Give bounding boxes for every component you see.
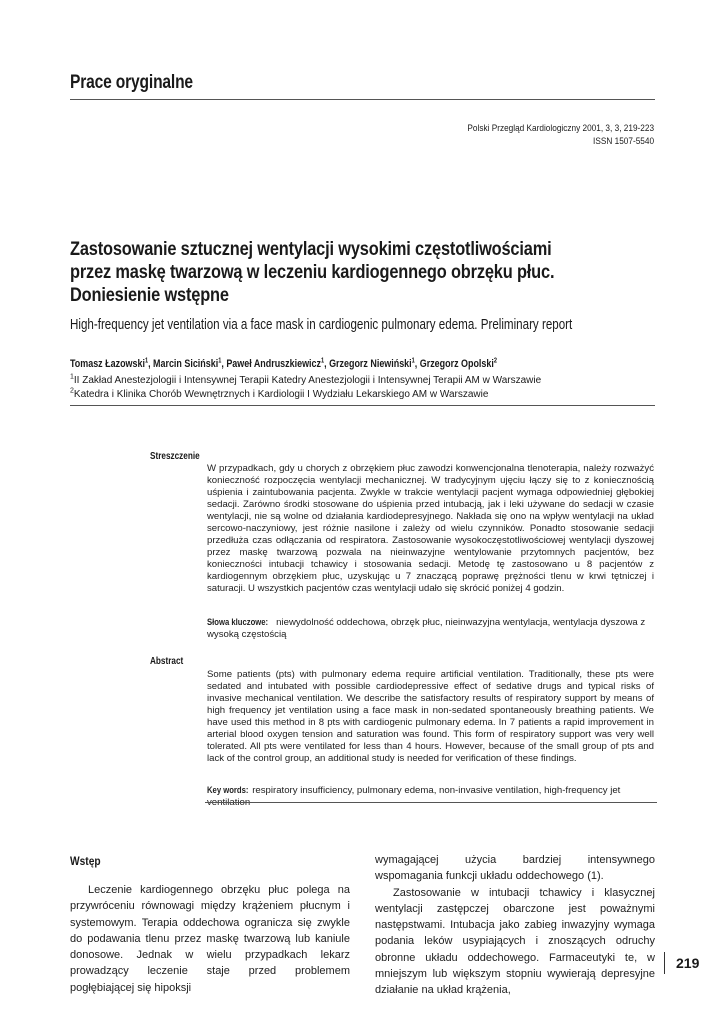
- affiliation-text: II Zakład Anestezjologii i Intensywnej Terapii Katedry Anestezjologii i Intensywnej Terapii AM w Warszawie: [73, 375, 542, 386]
- page-number: 219: [676, 955, 700, 971]
- abstract-keywords: [207, 784, 654, 809]
- affiliation-mark: 1: [70, 373, 74, 381]
- author-name: Tomasz Łazowski: [70, 358, 145, 370]
- affiliation-text: Katedra i Klinika Chorób Wewnętrznych i Kardiologii I Wydziału Lekarskiego AM w Warszawie: [73, 389, 489, 400]
- article-title-polish: [70, 238, 658, 307]
- abstract-text: Some patients (pts) with pulmonary edema require artificial ventilation. Traditionally, these pts were sedated and intubated with possible cardiodepressive effect of sedative drugs and typical risks of invasive mechanical ventilation. We describe the satisfactory results of respiratory support by means of high frequency jet ventilation using a face mask in non-sedated spontaneously breathing patients. We have used this method in 8 pts with cardiogenic pulmonary edema. In 7 patients a rapid improvement in arterial blood oxygen tension and saturation was found. This form of respiratory support was very well tolerated. All pts were ventilated for less than 4 hours. However, because of the small group of pts and lack of the control group, an additional study is needed for verification of these findings.: [207, 669, 654, 765]
- abstract-rule: [205, 802, 657, 803]
- title-line: przez maskę twarzową w leczeniu kardiogennego obrzęku płuc.: [70, 261, 555, 283]
- journal-issn: ISSN 1507-5540: [592, 136, 654, 147]
- affiliation-1: [70, 374, 670, 387]
- author-name: Marcin Siciński: [153, 358, 219, 370]
- body-paragraph: wymagającej użycia bardziej intensywnego wspomagania funkcji układu oddechowego (1).: [375, 854, 655, 883]
- body-column-right: [375, 852, 655, 999]
- author-affiliation-mark: 1: [411, 357, 415, 365]
- keywords-label: Key words:: [207, 784, 249, 795]
- author-affiliation-mark: 1: [320, 357, 325, 365]
- affiliation-2: [70, 388, 670, 401]
- streszczenie-text: W przypadkach, gdy u chorych z obrzękiem płuc zawodzi konwencjonalna tlenoterapia, należy rozważyć konieczność rozpoczęcia wentylacji mechanicznej. W tradycyjnym ujęciu łączy się to z koniecznością uśpienia i zaintubowania pacjenta. Zwykle w trakcie wentylacji pacjent wymaga odpowiedniej głębokiej sedacji. Zarówno środki stosowane do uśpienia przed intubacją, jak i leki używane do sedacji w czasie wentylacji, nie są wolne od działania kardiodepresyjnego. Nakłada się ono na wpływ wentylacji na układ sercowo-naczyniowy, jest różnie nasilone i zależy od wielu czynników. Ponadto stosowanie sedacji przedłuża czas odłączania od respiratora. Zastosowanie wysokoczęstotliwościowej wentylacji dyszowej przez maskę twarzową pozwala na nieinwazyjne wentylowanie przytomnych pacjentów, bez konieczności intubacji tchawicy i stosowania sedacji. Metodę tę zastosowano u 8 pacjentów z kardiogennym obrzękiem płuc, uzyskując u 7 znaczącą poprawę prężności tlenu w krwi tętniczej i saturacji. U wszystkich pacjentów czas wentylacji udało się skrócić poniżej 4 godzin.: [207, 463, 654, 595]
- body-paragraph: Leczenie kardiogennego obrzęku płuc polega na przywróceniu równowagi między krążeniem płucnym i systemowym. Terapia oddechowa ogranicza się zwykle do podawania tlenu przez maskę twarzową lub kaniule donosowe. Jednak w wielu przypadkach lekarz prowadzący leczenie staje przed problemem pogłębiającej się hipoksji: [70, 884, 350, 994]
- section-heading-intro: Wstęp: [70, 854, 101, 868]
- streszczenie-label: Streszczenie: [150, 451, 200, 462]
- title-line: Zastosowanie sztucznej wentylacji wysokimi częstotliwościami: [70, 238, 552, 260]
- keywords-value: respiratory insufficiency, pulmonary edema, non-invasive ventilation, high-frequency jet: [252, 785, 621, 796]
- abstract-label: Abstract: [150, 656, 184, 667]
- journal-citation: Polski Przegląd Kardiologiczny 2001, 3, 3, 219-223: [467, 123, 654, 134]
- article-title-english: High-frequency jet ventilation via a face mask in cardiogenic pulmonary edema. Preliminary report: [70, 317, 573, 333]
- affiliation-mark: 2: [70, 387, 74, 395]
- author-name: Grzegorz Niewiński: [329, 358, 412, 370]
- title-line: Doniesienie wstępne: [70, 284, 229, 306]
- keywords-label: Słowa kluczowe:: [207, 616, 269, 627]
- author-name: Grzegorz Opolski: [419, 358, 494, 370]
- header-rule: [70, 99, 655, 100]
- author-list: Tomasz Łazowski$^1$, Marcin Siciński$^1$, Paweł Andruszkiewicz$^1$, Grzegorz Niewiński$^1$, Grzegorz Opolski$^2$: [70, 357, 497, 370]
- section-header: Prace oryginalne: [70, 72, 193, 93]
- body-column-left: [70, 882, 350, 996]
- journal-reference: [467, 122, 654, 148]
- streszczenie-keywords: [207, 616, 654, 641]
- affiliation-rule: [70, 405, 655, 406]
- author-affiliation-mark: 2: [493, 357, 497, 365]
- body-paragraph: Zastosowanie w intubacji tchawicy i klasycznej wentylacji zastępczej obarczone jest poważnymi następstwami. Intubacja jako zabieg inwazyjny wymaga podania leków usypiających i znoszących odruchy obronne układu oddechowego. Farmaceutyki te, w mniejszym lub większym stopniu wywierają depresyjne działanie na układ krążenia,: [375, 886, 655, 997]
- author-affiliation-mark: 1: [218, 357, 222, 365]
- page-number-divider: [664, 952, 665, 974]
- author-name: Paweł Andruszkiewicz: [226, 358, 321, 370]
- author-affiliation-mark: 1: [144, 357, 149, 365]
- keywords-value: niewydolność oddechowa, obrzęk płuc, nieinwazyjna wentylacja, wentylacja dyszowa z wysoką częstością: [207, 617, 646, 640]
